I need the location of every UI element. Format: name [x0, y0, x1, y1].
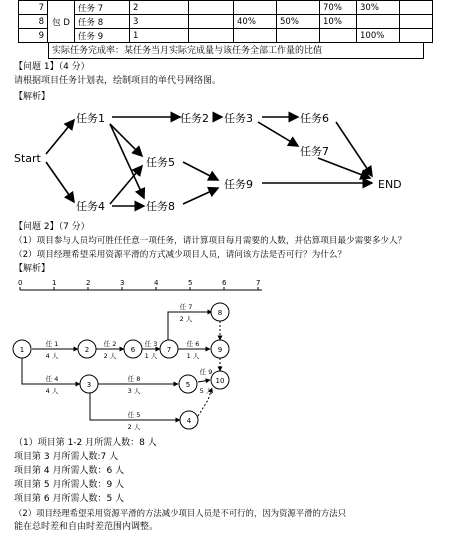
- q1-body: 请根据项目任务计划表，绘制项目的单代号网络图。: [14, 76, 222, 86]
- edge-t6-end: [336, 122, 372, 176]
- edge-label: 任 2: [103, 340, 117, 348]
- q2-line1: （1）项目参与人员均可胜任任意一项任务，请计算项目每月需要的人数，并估算项目最少需要多少人？: [14, 236, 407, 246]
- tnode-label: 2: [84, 346, 90, 354]
- answer-line-5: 项目第 6 月所需人数：5 人: [14, 494, 125, 504]
- node-t4: 任务4: [76, 200, 105, 213]
- answer-line-7: 能在总时差和自由时差范围内调整。: [14, 522, 159, 532]
- network-diagram: [0, 100, 474, 220]
- edge-label: 任 7: [179, 303, 193, 311]
- q2-title: 【问题 2】（7 分）: [14, 222, 90, 232]
- edge-label: 5 人: [199, 387, 213, 395]
- answer-line-6: （2）项目经理希望采用资源平滑的方法减少项目人员是不可行的，因为资源平滑的方法只: [14, 508, 346, 518]
- edge-label: 1 人: [144, 352, 158, 360]
- task-plan-table: [18, 0, 433, 43]
- edge-label: 1 人: [186, 352, 200, 360]
- tnode-label: 4: [186, 417, 192, 425]
- edge-label: 4 人: [45, 387, 59, 395]
- package-cell: 包 D: [48, 1, 75, 43]
- edge-label: 任 5: [127, 411, 141, 419]
- edge-label: 2 人: [179, 315, 193, 323]
- edge-label: 任 1: [45, 340, 59, 348]
- edge-label: 任 4: [45, 375, 59, 383]
- timeline-tick-label: 2: [86, 279, 91, 287]
- timeline-tick-label: 5: [188, 279, 193, 287]
- q1-title: 【问题 1】（4 分）: [14, 62, 90, 72]
- tnode-label: 10: [215, 377, 225, 385]
- node-end: END: [378, 178, 402, 191]
- edge-label: 任 6: [186, 340, 200, 348]
- timeline-tick-label: 3: [120, 279, 125, 287]
- edge-label: 任 8: [127, 375, 141, 383]
- timeline-tick-label: 4: [154, 279, 159, 287]
- tnode-label: 9: [217, 346, 223, 354]
- answer-line-3: 项目第 4 月所需人数：6 人: [14, 466, 125, 476]
- node-t1: 任务1: [76, 112, 105, 125]
- edge-t1-t5: [110, 124, 142, 156]
- tnode-label: 1: [19, 346, 25, 354]
- edge-label: 任 3: [144, 340, 158, 348]
- timeline-tick-label: 0: [18, 279, 23, 287]
- table-row: 8 任务 8 3 40% 50% 10%: [19, 15, 433, 29]
- edge-t3-t7: [258, 122, 298, 146]
- q1-answer-label: 【解析】: [14, 92, 51, 102]
- node-t3: 任务3: [224, 112, 253, 125]
- edge-start-t4: [46, 162, 74, 202]
- edge-label: 任 9: [199, 368, 213, 376]
- time-scaled-network: [0, 276, 474, 436]
- task-name: 任务 7: [75, 1, 130, 15]
- edge-t5-t9: [183, 162, 218, 180]
- q2-answer-label: 【解析】: [14, 264, 51, 274]
- task-duration: 2: [130, 1, 189, 15]
- q2-line2: （2）项目经理希望采用资源平滑的方式减少项目人员，请问该方法是否可行？为什么？: [14, 250, 347, 260]
- tnode-label: 5: [185, 381, 191, 389]
- timeline-tick-label: 7: [256, 279, 261, 287]
- edge-t8-t9: [183, 188, 218, 204]
- answer-line-2: 项目第 3 月所需人数:7 人: [14, 452, 119, 462]
- table-row: 9 任务 9 1 100%: [19, 29, 433, 43]
- edge-label: 2 人: [103, 352, 117, 360]
- row-no: 7: [19, 1, 48, 15]
- node-t5: 任务5: [146, 156, 175, 169]
- edge-label: 4 人: [45, 352, 59, 360]
- answer-line-4: 项目第 5 月所需人数：9 人: [14, 480, 125, 490]
- answer-line-1: （1）项目第 1-2 月所需人数：8 人: [14, 438, 157, 448]
- edge-label: 3 人: [127, 387, 141, 395]
- table-row: 7 包 D 任务 7 2 70% 30%: [19, 1, 433, 15]
- tnode-label: 6: [130, 346, 136, 354]
- node-t6: 任务6: [300, 112, 329, 125]
- timeline-tick-label: 6: [222, 279, 227, 287]
- edge-t1-t8: [110, 124, 144, 198]
- timeline-tick-label: 1: [52, 279, 57, 287]
- tnode-label: 8: [217, 309, 223, 317]
- node-t7: 任务7: [300, 145, 329, 158]
- node-t9: 任务9: [224, 178, 253, 191]
- node-t8: 任务8: [146, 200, 175, 213]
- table-note: 实际任务完成率：某任务当月实际完成量与该任务全部工作量的比值: [48, 43, 424, 59]
- edge-5-10: [198, 380, 210, 382]
- node-t2: 任务2: [180, 112, 209, 125]
- tnode-label: 3: [86, 381, 92, 389]
- tnode-label: 7: [166, 346, 172, 354]
- node-start: Start: [14, 152, 41, 165]
- edge-label: 2 人: [127, 423, 141, 431]
- edge-start-t1: [46, 120, 74, 154]
